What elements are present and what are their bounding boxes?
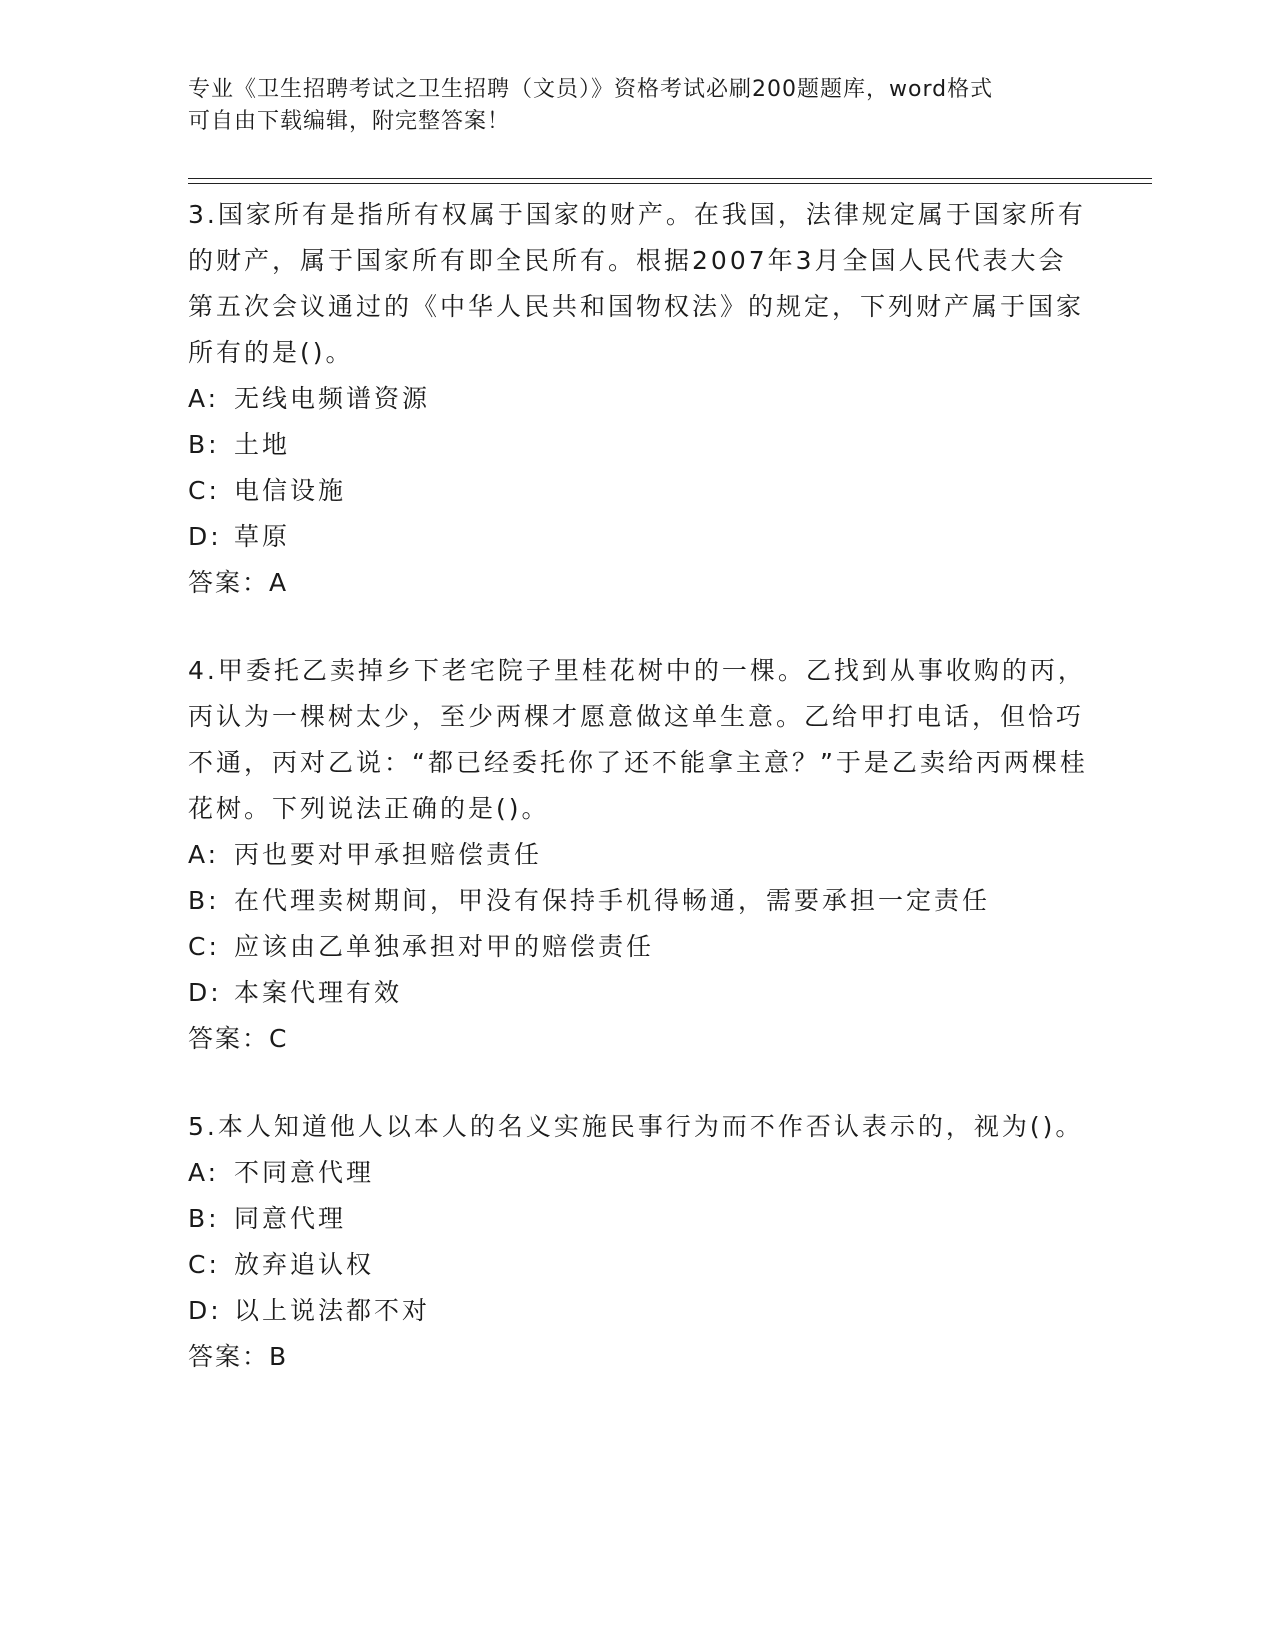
option-key: B:: [188, 430, 220, 459]
option-key: A:: [188, 1158, 220, 1187]
option-text: 土地: [234, 430, 291, 459]
option-text: 本案代理有效: [234, 978, 403, 1007]
question-stem: 5.本人知道他人以本人的名义实施民事行为而不作否认表示的，视为()。: [188, 1112, 1084, 1141]
option-c: [188, 924, 1088, 970]
option-key: C:: [188, 932, 220, 961]
option-b: [188, 878, 1088, 924]
option-text: 电信设施: [234, 476, 347, 505]
option-a: [188, 376, 1088, 422]
option-b: [188, 422, 1088, 468]
option-c: [188, 1242, 1088, 1288]
option-key: B:: [188, 886, 220, 915]
option-text: 放弃追认权: [234, 1250, 375, 1279]
option-text: 同意代理: [234, 1204, 347, 1233]
option-key: D:: [188, 522, 222, 551]
option-key: C:: [188, 476, 220, 505]
option-text: 无线电频谱资源: [234, 384, 431, 413]
option-text: 以上说法都不对: [234, 1296, 431, 1325]
answer-line: 答案：C: [188, 1024, 289, 1053]
option-text: 在代理卖树期间，甲没有保持手机得畅通，需要承担一定责任: [234, 886, 991, 915]
option-key: D:: [188, 978, 222, 1007]
answer-line: 答案：A: [188, 568, 289, 597]
option-text: 草原: [234, 522, 291, 551]
question-stem: 4.甲委托乙卖掉乡下老宅院子里桂花树中的一棵。乙找到从事收购的丙，丙认为一棵树太少，至少两棵才愿意做这单生意。乙给甲打电话，但恰巧不通，丙对乙说：“都已经委托你了还不能拿主意？”于是乙卖给丙两棵桂花树。下列说法正确的是()。: [188, 656, 1088, 823]
option-text: 不同意代理: [234, 1158, 375, 1187]
question-stem: 3.国家所有是指所有权属于国家的财产。在我国，法律规定属于国家所有的财产，属于国家所有即全民所有。根据2007年3月全国人民代表大会第五次会议通过的《中华人民共和国物权法》的规定，下列财产属于国家所有的是()。: [188, 200, 1086, 367]
option-a: [188, 832, 1088, 878]
header-divider-bottom: [188, 183, 1152, 184]
header-line-2: 可自由下载编辑，附完整答案！: [188, 109, 511, 134]
option-key: A:: [188, 840, 220, 869]
option-key: B:: [188, 1204, 220, 1233]
option-key: D:: [188, 1296, 222, 1325]
option-b: [188, 1196, 1088, 1242]
answer-line: 答案：B: [188, 1342, 289, 1371]
option-a: [188, 1150, 1088, 1196]
option-key: C:: [188, 1250, 220, 1279]
header-line-1: 专业《卫生招聘考试之卫生招聘（文员）》资格考试必刷200题题库，word格式: [188, 77, 994, 102]
option-text: 应该由乙单独承担对甲的赔偿责任: [234, 932, 655, 961]
option-key: A:: [188, 384, 220, 413]
document-header: [188, 74, 1088, 138]
question-block: [188, 192, 1088, 606]
option-c: [188, 468, 1088, 514]
option-d: [188, 1288, 1088, 1334]
option-d: [188, 514, 1088, 560]
option-d: [188, 970, 1088, 1016]
question-block: [188, 1104, 1088, 1380]
option-text: 丙也要对甲承担赔偿责任: [234, 840, 543, 869]
header-divider-top: [188, 178, 1152, 179]
question-block: [188, 648, 1088, 1062]
